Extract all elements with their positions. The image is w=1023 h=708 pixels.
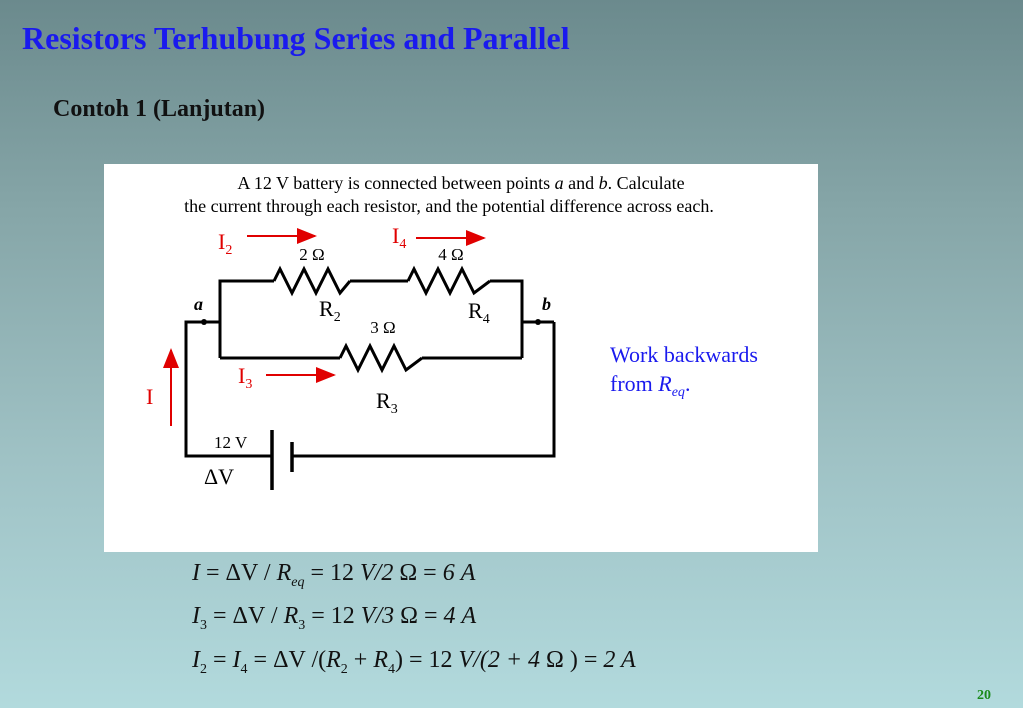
- i-label: I: [146, 384, 154, 409]
- node-a-dot: [201, 319, 207, 325]
- equation-total-current: $I = \Delta V / R_{eq} = 12$ V/2 Ω = 6 A: [192, 560, 476, 590]
- i3-label: $I_3$: [238, 363, 253, 392]
- r2-label: $R_2$: [319, 296, 341, 325]
- resistor-r3: [340, 346, 422, 370]
- node-b-label: b: [542, 294, 551, 314]
- battery-voltage: 12 V: [214, 433, 248, 452]
- circuit-figure: [104, 164, 818, 552]
- resistor-r4: [408, 269, 490, 293]
- r4-label: $R_4$: [468, 298, 490, 327]
- slide-subtitle: Contoh 1 (Lanjutan): [53, 96, 266, 122]
- note-line-1: Work backwards: [610, 342, 758, 367]
- equation-i2-i4: $I_2 = I_4 = \Delta V$ $/(R_2 + R_4) = 12$ V/(2 + 4 Ω ) = 2 A: [192, 647, 636, 677]
- r4-value: 4 Ω: [438, 245, 464, 264]
- i4-label: $I_4$: [392, 223, 407, 252]
- problem-line-1: A 12 V battery is connected between points a and b. Calculate: [237, 173, 685, 193]
- r2-value: 2 Ω: [299, 245, 325, 264]
- resistor-r2: [274, 269, 350, 293]
- node-a-label: a: [194, 294, 203, 314]
- circuit-diagram: [104, 164, 818, 552]
- slide-title: Resistors Terhubung Series and Parallel: [22, 20, 570, 56]
- equation-i3: $I_3 = \Delta V / R_3 = 12$ V/3 Ω = 4 A: [192, 603, 477, 633]
- i2-label: $I_2$: [218, 229, 233, 258]
- r3-value: 3 Ω: [370, 318, 396, 337]
- page-number: 20: [977, 688, 991, 703]
- node-b-dot: [535, 319, 541, 325]
- delta-v-label: ΔV: [204, 464, 235, 489]
- note-line-2: from $R_{eq}$.: [610, 371, 691, 400]
- r3-label: $R_3$: [376, 388, 398, 417]
- problem-line-2: the current through each resistor, and the potential difference across each.: [184, 196, 714, 216]
